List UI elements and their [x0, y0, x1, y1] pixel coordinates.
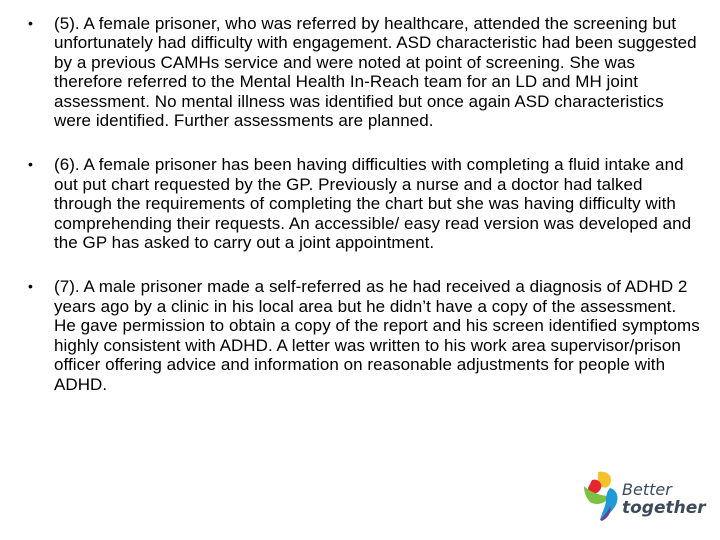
logo-text-better: Better: [622, 480, 672, 499]
bullet-marker: •: [28, 278, 33, 295]
bullet-marker: •: [28, 156, 33, 173]
bullet-item-7: [28, 277, 700, 393]
bullet-text: (5). A female prisoner, who was referred by healthcare, attended the screening but unfortunately had difficulty with engagement. ASD characteristic had been suggested by a previous CAMHs service and were noted at point of screening. She was therefore referred to the Mental Health In-Reach team for an LD and MH joint assessment. No mental illness was identified but once again ASD characteristics were identified. Further assessments are planned.: [54, 14, 697, 131]
bullet-list: [28, 14, 700, 419]
better-together-logo: [576, 466, 708, 522]
logo-wordmark: [622, 480, 708, 518]
bullet-text: (6). A female prisoner has been having difficulties with completing a fluid intake and out put chart requested by the GP. Previously a nurse and a doctor had talked through the requirements of completing the chart but she was having difficulty with comprehending their requests. An accessible/ easy read version was developed and the GP has asked to carry out a joint appointment.: [54, 155, 692, 253]
bullet-marker: •: [28, 15, 33, 31]
bullet-item-5: [28, 14, 700, 130]
logo-text-together: together: [622, 498, 706, 518]
bullet-text: (7). A male prisoner made a self-referred as he had received a diagnosis of ADHD 2 years ago by a clinic in his local area but he didn’t have a copy of the assessment. He gave permission to obtain a copy of the report and his screen identified symptoms highly consistent with ADHD. A letter was written to his work area supervisor/prison officer offering advice and information on reasonable adjustments for people with ADHD.: [54, 277, 700, 394]
bullet-item-6: [28, 155, 700, 252]
logo-figure-icon: [576, 466, 626, 522]
